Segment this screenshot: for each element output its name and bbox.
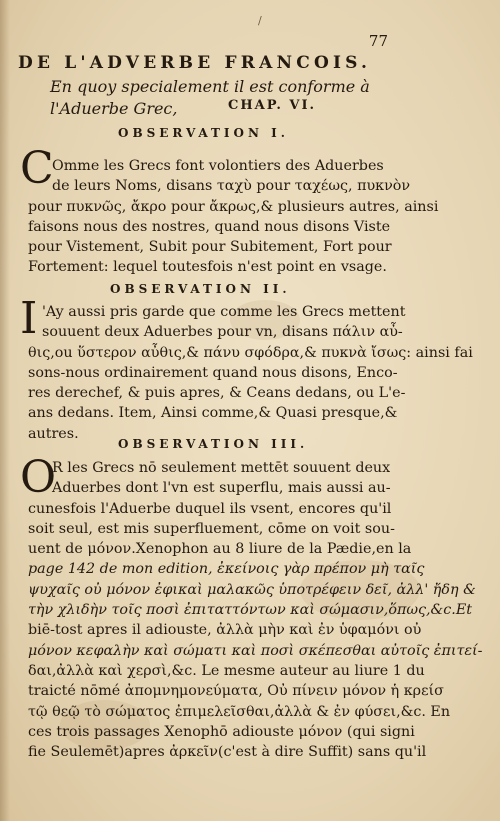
drop-cap: C [20,143,54,194]
text-line: δαι,ἀλλὰ καὶ χερσὶ,&c. Le mesme auteur au liure 1 du [28,662,425,679]
text-line: souuent deux Aduerbes pour vn, disans πάλιν αὖ- [42,324,403,341]
text-line: pour πυκνῶς, ἄκρο pour ἄκρως,& plusieurs autres, ainsi [28,198,439,215]
observation-heading: OBSERVATION II. [110,282,291,296]
observation-paragraph [28,156,439,278]
text-line: page 142 de mon edition, ἐκείνοις γὰρ πρέπον μὴ ταῖς [28,561,425,578]
observation-paragraph [28,458,483,762]
text-line: ans dedans. Item, Ainsi comme,& Quasi presque,& [28,405,398,422]
text-line: τῷ θεῷ τὸ σώματος ἐπιμελεῖσθαι,ἀλλὰ & ἐν φύσει,&c. En [28,703,451,720]
text-line: autres. [28,425,79,442]
text-line: res derechef, & puis apres, & Ceans dedans, ou L'e- [28,385,406,402]
chapter-subtitle [50,76,370,120]
text-line: de leurs Noms, disans ταχὺ pour ταχέως, πυκνὸν [52,178,411,195]
text-line: fie Seulemēt)apres ἀρκεῖν(c'est à dire Suffit) sans qu'il [28,744,427,761]
text-line: Fortement: lequel toutesfois n'est point en vsage. [28,259,387,276]
text-line: μόνον κεφαλὴν καὶ σώματι καὶ ποσὶ σκέπεσθαι αὐτοῖς ἐπιτεί- [28,642,483,659]
top-mark: / [258,14,262,27]
observation-heading: OBSERVATION III. [118,437,309,451]
text-line: Omme les Grecs font volontiers des Aduerbes [52,158,384,174]
observation-paragraph [28,302,473,444]
observation-heading: OBSERVATION I. [118,126,289,140]
text-line: ces trois passages Xenophō adiouste μόνον (qui signi [28,723,415,740]
text-line: 'Ay aussi pris garde que comme les Grecs mettent [42,304,406,320]
drop-cap: O [20,452,57,503]
text-line: biē-tost apres il adiouste, ἀλλὰ μὴν καὶ ἐν ὑφαμόνι οὐ [28,622,422,639]
text-line: traicté nōmé ἀπομνημονεύματα, Οὐ πίνειν μόνον ἡ κρείσ [28,683,444,700]
text-line: uent de μόνον.Xenophon au 8 liure de la Pædie,en la [28,541,412,558]
subtitle-line-1: En quoy specialement il est conforme à [50,77,370,96]
binding-gutter [0,0,10,821]
chapter-label: CHAP. VI. [228,98,317,113]
text-line: R les Grecs nō seulement mettēt souuent deux [52,460,391,476]
page-number: 77 [368,32,388,50]
running-title: DE L'ADVERBE FRANCOIS. [18,53,372,73]
text-line: τὴν χλιδὴν τοῖς ποσὶ ἐπιταττόντων καὶ σώμασιν,ὅπως,&c.Et [28,602,473,619]
drop-cap: I [20,293,38,344]
text-line: cunesfois l'Aduerbe duquel ils vsent, encores qu'il [28,500,392,517]
text-line: θις,ou ὕστερον αὖθις,& πάνυ σφόδρα,& πυκνὰ ἴσως: ainsi fai [28,344,473,361]
text-line: soit seul, est mis superfluement, cōme on voit sou- [28,520,395,537]
text-line: pour Vistement, Subit pour Subitement, Fort pour [28,239,392,256]
text-line: sons-nous ordinairement quand nous disons, Enco- [28,364,398,381]
subtitle-line-2: l'Aduerbe Grec, [50,99,178,118]
text-line: faisons nous des nostres, quand nous disons Viste [28,218,391,235]
text-line: ψυχαῖς οὐ μόνον ἐφικαὶ μαλακῶς ὑποτρέφειν δεῖ, ἀλλ' ἤδη & [28,581,476,598]
text-line: Aduerbes dont l'vn est superflu, mais aussi au- [52,480,391,497]
